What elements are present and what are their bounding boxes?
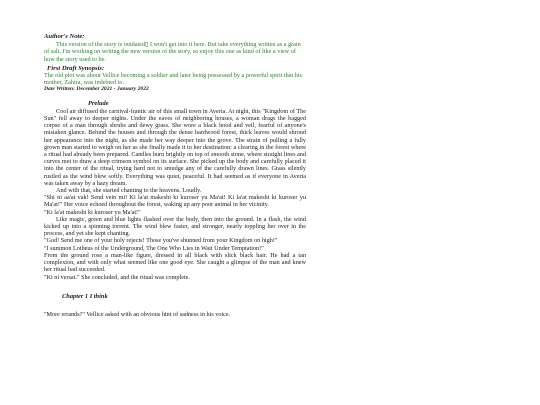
- prelude-paragraph: "Ki ni versat." She concluded, and the ritual was complete.: [44, 273, 190, 281]
- prelude-paragraph: "I summon Lotheus of the Underground, The One Who Lies in Wait Under Temptation!": [44, 244, 264, 252]
- prelude-paragraph: Like magic, green and blue lights flashed over the body, then into the ground. In a flash, the wind kicked up into a spinning torrent. The wind blew faster, and stronger, nearly toppling her over in the process, and yet she kept chanting.: [44, 215, 306, 238]
- document-body: [44, 33, 306, 318]
- prelude-paragraph: Cool air diffused the carnival-frantic air of this small town in Averia. At night, this "Kingdom of The Sun" fell away to deeper nights. Under the eaves of neighboring houses, a woman drags the bagged corpse of a man through shrubs and dewy grass. She wore a black hood and veil, fearful of anyone's mistaken glance. Behind the houses and through the dense hardwood forest, thick leaves would shroud her appearance into the night, as she made her way deeper into the grove. The strain of pulling a fully grown man started to weigh on her as she finally made it to her destination: a clearing in the forest where a ritual had already been prepared. Candles burn brightly on top of smooth stone, where straight lines and curves met to draw a deep crimson symbol on its surface. She picked up the body and carefully placed it into the center of the ritual, trying hard not to smudge any of the carefully drawn lines. Grass silently rustled as the wind blew softly. Everything was quiet, peaceful. It had seemed as if everyone in Averia was taken away by a hazy dream.: [44, 107, 306, 187]
- prelude-title: Prelude: [88, 99, 109, 107]
- prelude-text: [44, 108, 306, 281]
- prelude-paragraph: And with that, she started chanting to the heavens. Loudly.: [56, 187, 202, 195]
- prelude-paragraph: "God! Send me one of your holy rejects! Those you've shunned from your Kingdom on high!": [44, 237, 278, 245]
- author-note-text: This version of the story is outdated▯ I won't get into it here. But take everything written as a grain of salt. I'm working on writing the new version of the story, so enjoy this one as kind of like a view of how the story used to be.: [44, 41, 301, 63]
- chapter-first-line: "More errands?" Vellice asked with an obvious hint of sadness in his voice.: [44, 310, 231, 318]
- first-draft-text: The old plot was about Vellice becoming a soldier and later being possessed by a powerful spirit that his mother, Zahira, was indebted to.: [44, 72, 302, 87]
- chapter-title: Chapter 1 I think: [62, 292, 108, 300]
- prelude-paragraph: "Ki la'at makeshi ki kuroser yu Ma'at!": [44, 208, 141, 216]
- prelude-paragraph: From the ground rose a man-like figure, dressed in all black with slick black hair. He had a tan complexion, and with only what seemed like one good eye. She caught a glimpse of the man and knew her ritual had succeeded.: [44, 251, 306, 274]
- first-draft-heading: First Draft Synopsis:: [47, 64, 105, 72]
- prelude-paragraph: "Shi ni aa'at vak! Send vein mi! Ki la'at makeshi ki kuroser yu Ma'at! Ki la'at makeshi ki kuroser yu Ma'at!" Her voice echoed throughout the forest, waking up any poor animal in her vicinity.: [44, 194, 306, 209]
- date-written: Date Written: December 2021 - January 2022: [44, 86, 149, 93]
- author-note-heading: Author's Note:: [44, 33, 85, 40]
